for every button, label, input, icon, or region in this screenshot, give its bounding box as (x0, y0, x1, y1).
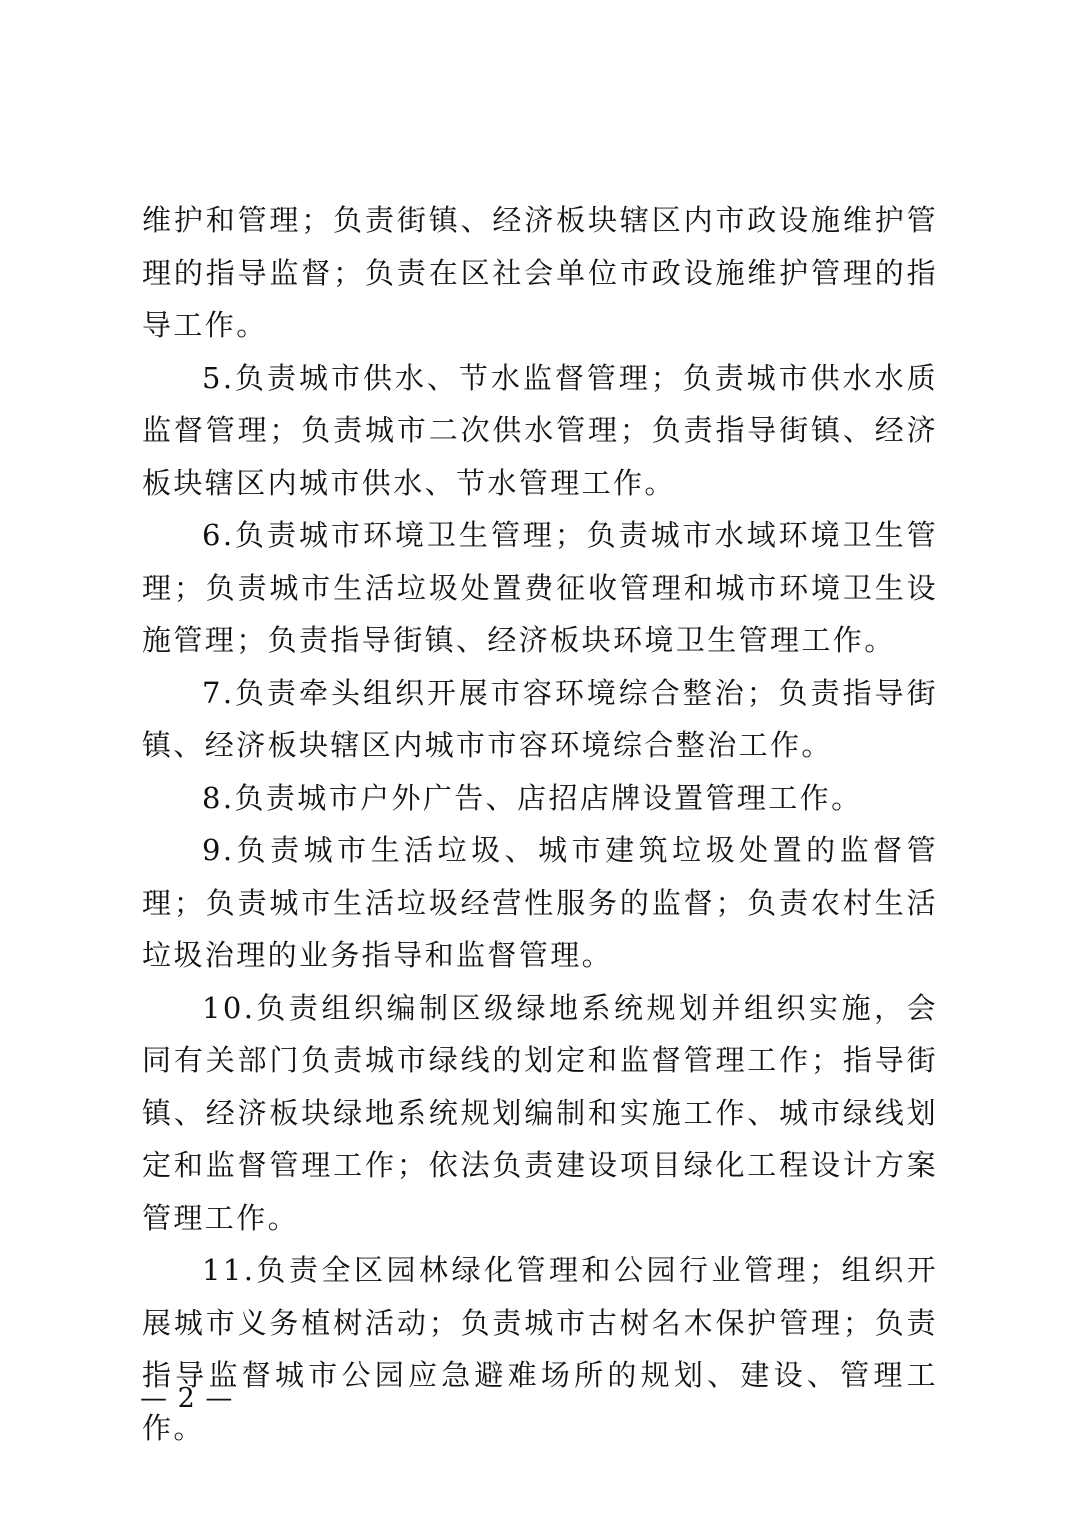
paragraph-item-5: 5.负责城市供水、节水监督管理；负责城市供水水质监督管理；负责城市二次供水管理；负责指导街镇、经济板块辖区内城市供水、节水管理工作。 (142, 360, 938, 500)
paragraph-item-7: 7.负责牵头组织开展市容环境综合整治；负责指导街镇、经济板块辖区内城市市容环境综合整治工作。 (142, 675, 938, 762)
paragraph-item-9: 9.负责城市生活垃圾、城市建筑垃圾处置的监督管理；负责城市生活垃圾经营性服务的监督；负责农村生活垃圾治理的业务指导和监督管理。 (142, 833, 938, 972)
paragraph-item-6: 6.负责城市环境卫生管理；负责城市水域环境卫生管理；负责城市生活垃圾处置费征收管理和城市环境卫生设施管理；负责指导街镇、经济板块环境卫生管理工作。 (142, 518, 938, 657)
paragraph-continuation: 维护和管理；负责街镇、经济板块辖区内市政设施维护管理的指导监督；负责在区社会单位市政设施维护管理的指导工作。 (142, 203, 938, 342)
paragraph-item-10: 10.负责组织编制区级绿地系统规划并组织实施，会同有关部门负责城市绿线的划定和监督管理工作；指导街镇、经济板块绿地系统规划编制和实施工作、城市绿线划定和监督管理工作；依法负责建设项目绿化工程设计方案管理工作。 (142, 990, 938, 1235)
paragraph-item-11: 11.负责全区园林绿化管理和公园行业管理；组织开展城市义务植树活动；负责城市古树名木保护管理；负责指导监督城市公园应急避难场所的规划、建设、管理工作。 (142, 1253, 938, 1445)
page-number: — 2 — (140, 1383, 234, 1414)
document-body (142, 194, 938, 1454)
paragraph-item-8: 8.负责城市户外广告、店招店牌设置管理工作。 (202, 780, 863, 815)
